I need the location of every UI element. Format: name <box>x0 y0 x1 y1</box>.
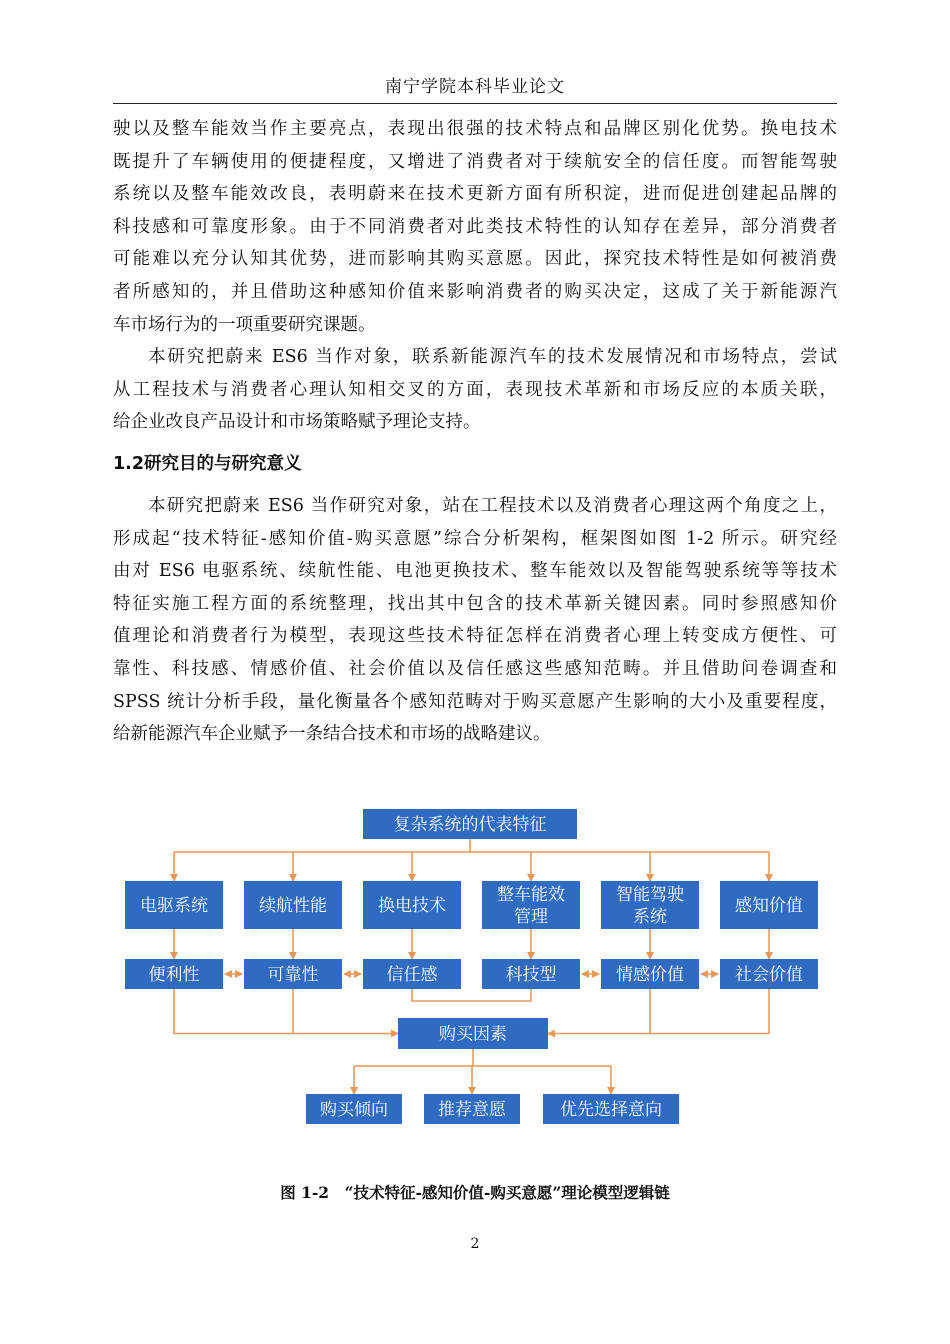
center-factor-box-label: 购买因素 <box>439 1024 507 1045</box>
feature-box <box>125 881 223 929</box>
feature-box <box>363 881 461 929</box>
section-heading: 1.2研究目的与研究意义 <box>113 454 302 474</box>
feature-box-label: 续航性能 <box>259 896 327 917</box>
text-line: 既提升了车辆使用的便捷程度，又增进了消费者对于续航安全的信任度。而智能驾驶 <box>113 151 837 172</box>
text-line: 科技感和可靠度形象。由于不同消费者对此类技术特性的认知存在差异，部分消费者 <box>113 216 837 237</box>
text-line: 本研究把蔚来 ES6 当作对象，联系新能源汽车的技术发展情况和市场特点，尝试 <box>148 347 837 368</box>
text-line: 从工程技术与消费者心理认知相交叉的方面，表现技术革新和市场反应的本质关联， <box>113 379 837 400</box>
feature-box <box>244 881 342 929</box>
outcome-box-label: 优先选择意向 <box>560 1100 662 1121</box>
feature-box-label: 整车能效管理 <box>497 885 565 928</box>
feature-box <box>482 881 580 929</box>
text-line: SPSS 统计分析手段，量化衡量各个感知范畴对于购买意愿产生影响的大小及重要程度， <box>113 691 837 712</box>
page-header: 南宁学院本科毕业论文 <box>385 77 565 97</box>
value-box-label: 科技型 <box>505 965 557 986</box>
center-factor-box <box>398 1018 548 1049</box>
feature-box-label: 感知价值 <box>735 896 803 917</box>
text-line: 车市场行为的一项重要研究课题。 <box>113 314 376 335</box>
connector-trust-tech <box>412 989 531 1001</box>
value-box <box>244 959 342 989</box>
connector-to-center <box>174 989 398 1034</box>
value-box <box>601 959 699 989</box>
feature-box-label: 智能驾驶系统 <box>616 885 684 928</box>
text-line: 靠性、科技感、情感价值、社会价值以及信任感这些感知范畴。并且借助问卷调查和 <box>113 658 837 679</box>
text-line: 驶以及整车能效当作主要亮点，表现出很强的技术特点和品牌区别化优势。换电技术 <box>113 119 837 139</box>
feature-box <box>720 881 818 929</box>
text-line: 可能难以充分认知其优势，进而影响其购买意愿。因此，探究技术特性是如何被消费 <box>113 249 837 270</box>
value-box-label: 信任感 <box>386 965 438 986</box>
outcome-box <box>543 1094 679 1124</box>
outcome-box-label: 推荐意愿 <box>438 1100 506 1121</box>
value-box <box>720 959 818 989</box>
text-line: 特征实施工程方面的系统整理，找出其中包含的技术革新关键因素。同时参照感知价 <box>113 593 837 614</box>
value-box <box>125 959 223 989</box>
value-box-label: 社会价值 <box>735 965 803 986</box>
value-box-label: 便利性 <box>148 965 200 986</box>
top-feature-box-label: 复杂系统的代表特征 <box>393 815 547 836</box>
text-line: 本研究把蔚来 ES6 当作研究对象，站在工程技术以及消费者心理这两个角度之上， <box>148 496 837 516</box>
figure-caption: 图 1-2 “技术特征-感知价值-购买意愿”理论模型逻辑链 <box>280 1183 670 1202</box>
feature-box <box>601 881 699 929</box>
top-feature-box <box>363 809 577 839</box>
value-box <box>363 959 461 989</box>
text-line: 由对 ES6 电驱系统、续航性能、电池更换技术、整车能效以及智能驾驶系统等等技术 <box>113 561 837 582</box>
text-line: 给新能源汽车企业赋予一条结合技术和市场的战略建议。 <box>113 724 551 745</box>
outcome-box <box>306 1094 402 1124</box>
text-line: 者所感知的，并且借助这种感知价值来影响消费者的购买决定，这成了关于新能源汽 <box>113 281 837 302</box>
outcome-box <box>424 1094 520 1124</box>
text-line: 值理论和消费者行为模型，表现这些技术特征怎样在消费者心理上转变成方便性、可 <box>113 626 837 647</box>
value-box-label: 可靠性 <box>267 965 319 986</box>
text-line: 形成起“技术特征-感知价值-购买意愿”综合分析架构，框架图如图 1-2 所示。研究经 <box>113 528 837 549</box>
value-box <box>482 959 580 989</box>
feature-box-label: 电驱系统 <box>140 896 208 917</box>
text-line: 给企业改良产品设计和市场策略赋予理论支持。 <box>113 412 481 433</box>
text-line: 系统以及整车能效改良，表明蔚来在技术更新方面有所积淀，进而促进创建起品牌的 <box>113 184 837 205</box>
page-number: 2 <box>470 1236 480 1252</box>
outcome-box-label: 购买倾向 <box>320 1100 388 1121</box>
connector-to-center <box>548 989 769 1034</box>
feature-box-label: 换电技术 <box>378 896 446 917</box>
value-box-label: 情感价值 <box>616 965 684 986</box>
